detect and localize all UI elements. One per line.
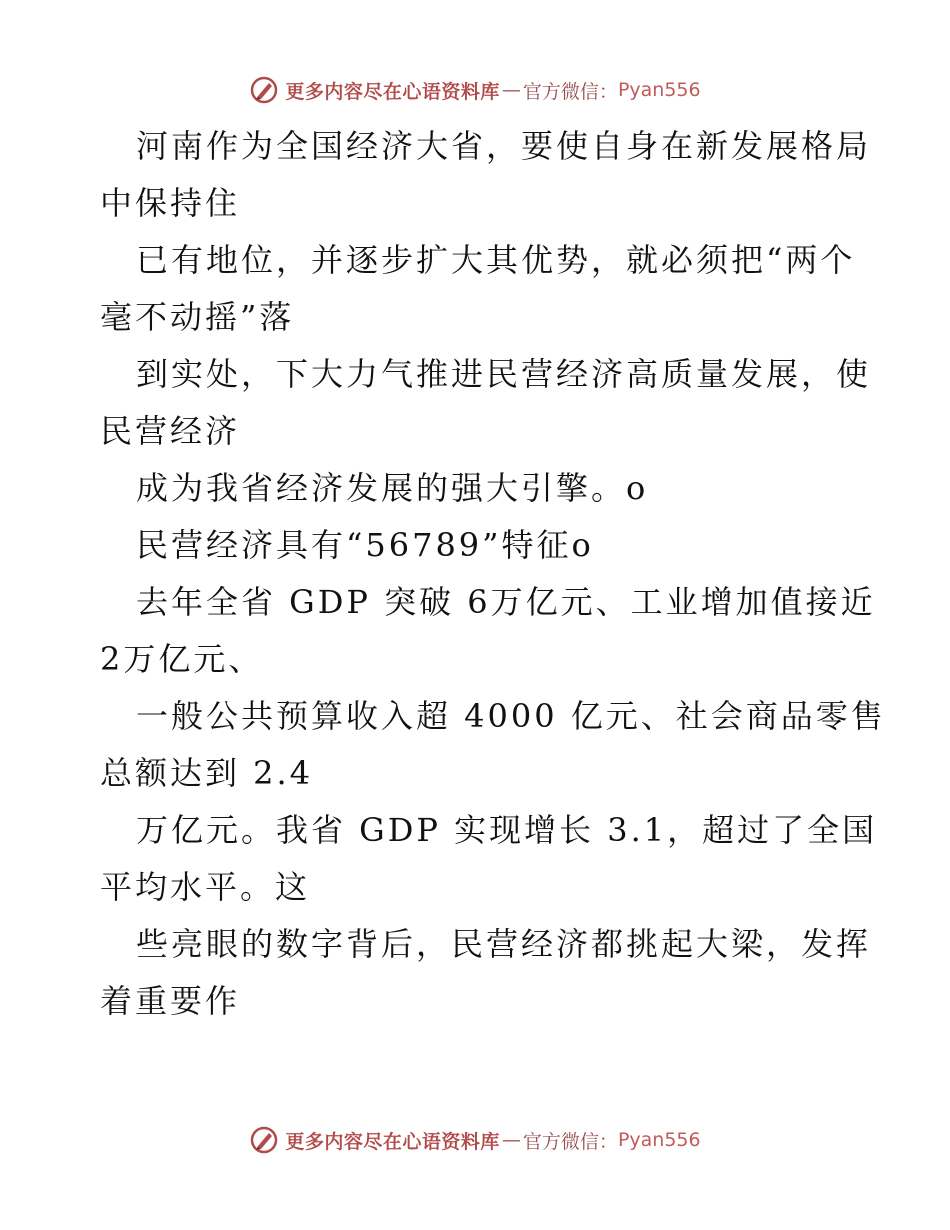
text-line: 平均水平。这 xyxy=(100,868,311,906)
watermark-wechat-id: Pyan556 xyxy=(617,79,701,101)
text-line: 到实处，下大力气推进民营经济高质量发展，使 xyxy=(136,355,872,393)
pen-logo-icon xyxy=(249,75,279,105)
text-line: 万亿元。我省 GDP 实现增长 3.1，超过了全国 xyxy=(136,811,878,849)
watermark-separator: — xyxy=(501,1129,521,1151)
text-line: 民营经济具有“56789”特征o xyxy=(136,526,594,564)
text-line: 一般公共预算收入超 4000 亿元、社会商品零售 xyxy=(136,697,886,735)
text-line: 些亮眼的数字背后，民营经济都挑起大梁，发挥 xyxy=(136,925,872,963)
text-line: 河南作为全国经济大省，要使自身在新发展格局 xyxy=(136,127,872,165)
text-line: 总额达到 2.4 xyxy=(100,754,314,792)
text-line: 中保持住 xyxy=(100,184,241,222)
text-line: 成为我省经济发展的强大引擎。o xyxy=(136,469,649,507)
watermark-site-text: 更多内容尽在心语资料库 xyxy=(285,1130,500,1153)
text-line: 民营经济 xyxy=(100,412,241,450)
watermark-wechat-label: 官方微信： xyxy=(522,80,618,103)
header-watermark xyxy=(0,70,950,110)
text-line: 去年全省 GDP 突破 6万亿元、工业增加值接近 xyxy=(136,583,876,621)
text-line: 已有地位，并逐步扩大其优势，就必须把“两个 xyxy=(136,241,856,279)
text-line: 2万亿元、 xyxy=(100,640,264,678)
text-line: 毫不动摇”落 xyxy=(100,298,295,336)
footer-watermark xyxy=(0,1120,950,1160)
watermark-site-text: 更多内容尽在心语资料库 xyxy=(285,80,500,103)
text-line: 着重要作 xyxy=(100,982,241,1020)
document-body xyxy=(100,118,886,1030)
pen-logo-icon xyxy=(249,1125,279,1155)
watermark-wechat-id: Pyan556 xyxy=(617,1129,701,1151)
watermark-wechat-label: 官方微信： xyxy=(522,1130,618,1153)
watermark-separator: — xyxy=(501,79,521,101)
